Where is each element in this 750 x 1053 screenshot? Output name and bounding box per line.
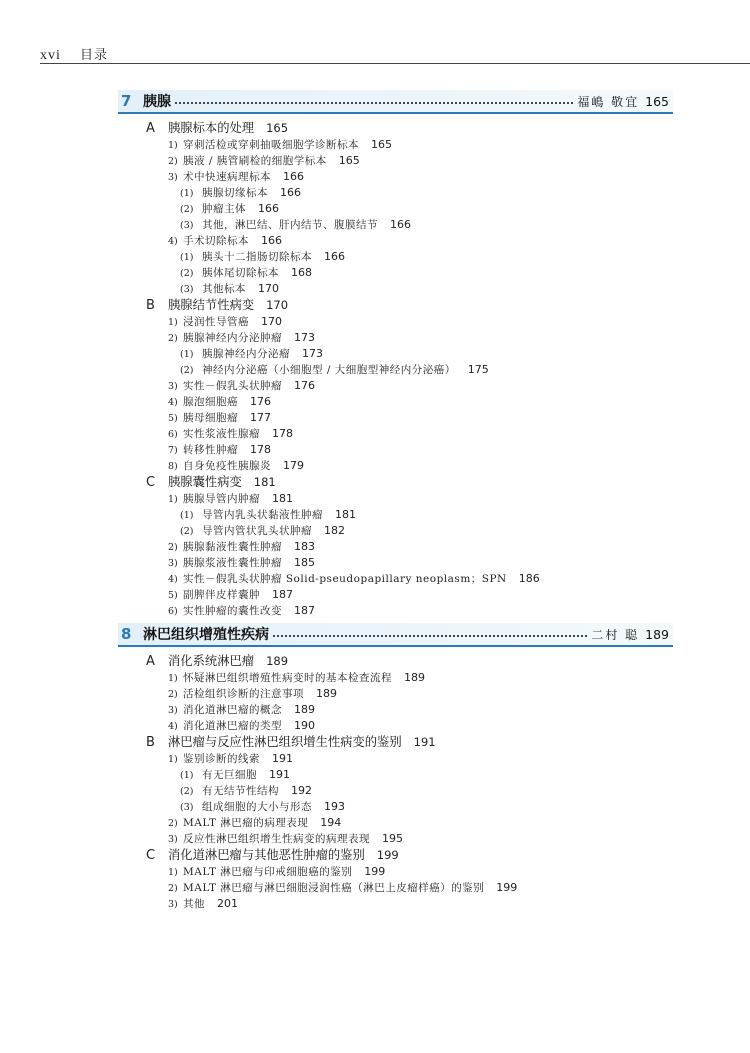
entry-page: 185 — [294, 556, 315, 569]
entry-number: 3) — [168, 172, 178, 183]
entry-page: 189 — [404, 671, 425, 684]
entry-page: 199 — [364, 865, 386, 878]
entry-number: 3) — [168, 834, 178, 845]
subsection-entry[interactable] — [118, 751, 673, 767]
entry-number: 2) — [168, 883, 178, 894]
subsubsection-entry[interactable] — [118, 265, 673, 281]
entry-page: 181 — [272, 492, 293, 505]
entry-page: 166 — [258, 202, 279, 215]
subsection-entry[interactable] — [118, 458, 673, 474]
section-page: 191 — [413, 735, 436, 749]
entry-number: 2) — [168, 818, 178, 829]
entry-number: (2) — [180, 526, 194, 537]
section-title: 胰腺结节性病变 — [168, 298, 255, 312]
entry-number: 1) — [168, 140, 178, 151]
entry-number: 3) — [168, 705, 178, 716]
entry-number: 1) — [168, 494, 178, 505]
entry-title: 胰腺神经内分泌肿瘤 — [183, 332, 282, 344]
chapter-heading[interactable] — [118, 90, 673, 114]
entry-page: 186 — [518, 572, 540, 585]
subsection-entry[interactable] — [118, 670, 673, 686]
subsubsection-entry[interactable] — [118, 799, 673, 815]
entry-title: 实性－假乳头状肿瘤 — [183, 380, 282, 392]
subsection-entry[interactable] — [118, 378, 673, 394]
entry-page: 166 — [261, 234, 282, 247]
section-letter: A — [146, 654, 155, 669]
entry-title: 组成细胞的大小与形态 — [202, 801, 312, 813]
subsubsection-entry[interactable] — [118, 783, 673, 799]
entry-title: 转移性肿瘤 — [183, 444, 238, 456]
entry-page: 194 — [320, 816, 342, 829]
entry-number: 8) — [168, 461, 178, 472]
entry-number: (3) — [180, 284, 194, 295]
chapter-title: 胰腺 — [143, 94, 171, 110]
subsubsection-entry[interactable] — [118, 362, 673, 378]
section-letter: A — [146, 121, 155, 136]
entry-title: 胰腺黏液性囊性肿瘤 — [183, 541, 282, 553]
entry-number: 1) — [168, 754, 178, 765]
section-letter: C — [146, 848, 156, 863]
chapter-page: 165 — [645, 93, 669, 109]
entry-title: 胰腺神经内分泌瘤 — [202, 348, 290, 360]
subsubsection-entry[interactable] — [118, 217, 673, 233]
entry-title: 消化道淋巴瘤的概念 — [183, 704, 282, 716]
entry-page: 170 — [258, 282, 279, 295]
entry-title: 胰腺浆液性囊性肿瘤 — [183, 557, 282, 569]
chapter-entries — [118, 653, 673, 912]
subsection-entry[interactable] — [118, 815, 673, 831]
subsubsection-entry[interactable] — [118, 281, 673, 297]
entry-page: 191 — [269, 768, 290, 781]
entry-page: 165 — [371, 138, 392, 151]
entry-title: 胰体尾切除标本 — [202, 267, 279, 279]
entry-title: 实性肿瘤的囊性改变 — [183, 605, 282, 617]
running-head — [40, 44, 108, 64]
subsection-entry[interactable] — [118, 314, 673, 330]
subsection-entry[interactable] — [118, 442, 673, 458]
subsection-entry[interactable] — [118, 880, 673, 896]
entry-title: 实性浆液性腺瘤 — [183, 428, 260, 440]
entry-page: 168 — [291, 266, 312, 279]
subsection-entry[interactable] — [118, 539, 673, 555]
entry-number: 4) — [168, 574, 178, 585]
entry-title: 胰头十二指肠切除标本 — [202, 251, 312, 263]
entry-page: 187 — [294, 604, 315, 617]
entry-number: (2) — [180, 365, 194, 376]
entry-number: 3) — [168, 899, 178, 910]
entry-number: (3) — [180, 802, 194, 813]
entry-title: 导管内乳头状黏液性肿瘤 — [202, 509, 323, 521]
entry-number: (1) — [180, 770, 194, 781]
entry-number: 4) — [168, 236, 178, 247]
section-title: 淋巴瘤与反应性淋巴组织增生性病变的鉴别 — [168, 735, 402, 749]
subsection-entry[interactable] — [118, 603, 673, 619]
entry-page: 183 — [294, 540, 315, 553]
entry-number: 4) — [168, 397, 178, 408]
entry-number: 7) — [168, 445, 178, 456]
entry-title: 自身免疫性胰腺炎 — [183, 460, 271, 472]
entry-page: 166 — [390, 218, 411, 231]
chapter-number: 7 — [121, 92, 132, 110]
entry-title: 术中快速病理标本 — [183, 171, 271, 183]
entry-page: 175 — [467, 363, 489, 376]
entry-title: 其他，淋巴结、肝内结节、腹膜结节 — [202, 219, 378, 231]
entry-number: (2) — [180, 786, 194, 797]
entry-title: 胰母细胞瘤 — [183, 412, 238, 424]
entry-title: 导管内管状乳头状肿瘤 — [202, 525, 312, 537]
entry-page: 176 — [294, 379, 315, 392]
section-page: 181 — [253, 475, 276, 489]
chapter-author: 福嶋 敬宜 — [577, 94, 640, 109]
subsection-entry[interactable] — [118, 491, 673, 507]
subsection-entry[interactable] — [118, 153, 673, 169]
entry-number: (2) — [180, 204, 194, 215]
entry-page: 195 — [382, 832, 403, 845]
subsection-entry[interactable] — [118, 330, 673, 346]
entry-page: 199 — [496, 881, 518, 894]
section-letter: C — [146, 475, 156, 490]
section-entry[interactable] — [118, 653, 673, 670]
entry-title: MALT 淋巴瘤的病理表现 — [183, 817, 309, 829]
header-rule — [40, 63, 750, 64]
subsubsection-entry[interactable] — [118, 249, 673, 265]
header-page-number: xvi — [40, 48, 61, 63]
subsection-entry[interactable] — [118, 233, 673, 249]
section-letter: B — [146, 298, 155, 313]
entry-page: 173 — [302, 347, 323, 360]
entry-number: (3) — [180, 220, 194, 231]
entry-number: (1) — [180, 252, 194, 263]
entry-page: 193 — [324, 800, 345, 813]
subsection-entry[interactable] — [118, 831, 673, 847]
section-entry[interactable] — [118, 734, 673, 751]
entry-page: 170 — [261, 315, 282, 328]
dot-leader — [175, 102, 573, 104]
entry-number: (1) — [180, 349, 194, 360]
header-title: 目录 — [80, 48, 109, 63]
entry-title: 手术切除标本 — [183, 235, 249, 247]
section-page: 170 — [266, 298, 289, 312]
subsection-entry[interactable] — [118, 686, 673, 702]
entry-number: (1) — [180, 510, 194, 521]
entry-title: 神经内分泌癌（小细胞型 / 大细胞型神经内分泌癌） — [202, 364, 456, 376]
subsubsection-entry[interactable] — [118, 523, 673, 539]
entry-page: 201 — [217, 897, 238, 910]
entry-title: 肿瘤主体 — [202, 203, 246, 215]
subsection-entry[interactable] — [118, 426, 673, 442]
entry-number: 1) — [168, 673, 178, 684]
entry-number: 6) — [168, 606, 178, 617]
entry-title: 活检组织诊断的注意事项 — [183, 688, 304, 700]
entry-number: 3) — [168, 381, 178, 392]
entry-page: 179 — [283, 459, 304, 472]
entry-page: 173 — [294, 331, 315, 344]
subsection-entry[interactable] — [118, 394, 673, 410]
entry-number: (1) — [180, 188, 194, 199]
entry-number: 3) — [168, 558, 178, 569]
entry-page: 191 — [272, 752, 293, 765]
entry-number: 2) — [168, 689, 178, 700]
dot-leader — [273, 635, 587, 637]
entry-page: 165 — [338, 154, 360, 167]
entry-page: 192 — [291, 784, 312, 797]
subsection-entry[interactable] — [118, 169, 673, 185]
table-of-contents — [118, 90, 673, 912]
entry-number: (2) — [180, 268, 194, 279]
entry-number: 2) — [168, 156, 178, 167]
entry-title: 有无巨细胞 — [202, 769, 257, 781]
chapter-author: 二村 聪 — [591, 627, 640, 642]
entry-title: 胰腺导管内肿瘤 — [183, 493, 260, 505]
entry-title: 鉴别诊断的线索 — [183, 753, 260, 765]
entry-title: 副脾伴皮样囊肿 — [183, 589, 260, 601]
entry-page: 187 — [272, 588, 293, 601]
section-entry[interactable] — [118, 474, 673, 491]
entry-title: 实性－假乳头状肿瘤 Solid-pseudopapillary neoplasm；SPN — [183, 573, 507, 585]
entry-title: 浸润性导管癌 — [183, 316, 249, 328]
entry-number: 1) — [168, 317, 178, 328]
section-page: 199 — [376, 848, 399, 862]
entry-page: 182 — [324, 524, 345, 537]
entry-page: 176 — [250, 395, 271, 408]
section-page: 165 — [266, 121, 289, 135]
chapter-heading[interactable] — [118, 623, 673, 647]
subsection-entry[interactable] — [118, 864, 673, 880]
subsection-entry[interactable] — [118, 718, 673, 734]
section-entry[interactable] — [118, 297, 673, 314]
entry-number: 6) — [168, 429, 178, 440]
subsection-entry[interactable] — [118, 137, 673, 153]
entry-title: 其他 — [183, 898, 205, 910]
entry-title: 有无结节性结构 — [202, 785, 279, 797]
entry-page: 181 — [335, 508, 356, 521]
section-title: 胰腺囊性病变 — [168, 475, 242, 489]
entry-number: 2) — [168, 542, 178, 553]
subsubsection-entry[interactable] — [118, 201, 673, 217]
subsubsection-entry[interactable] — [118, 346, 673, 362]
section-title: 胰腺标本的处理 — [168, 121, 255, 135]
subsection-entry[interactable] — [118, 555, 673, 571]
subsection-entry[interactable] — [118, 571, 673, 587]
entry-number: 2) — [168, 333, 178, 344]
entry-title: 消化道淋巴瘤的类型 — [183, 720, 282, 732]
section-entry[interactable] — [118, 847, 673, 864]
section-title: 消化系统淋巴瘤 — [168, 654, 255, 668]
chapter-page: 189 — [645, 626, 669, 642]
entry-title: 其他标本 — [202, 283, 246, 295]
entry-page: 178 — [272, 427, 293, 440]
entry-number: 4) — [168, 721, 178, 732]
entry-page: 177 — [250, 411, 271, 424]
section-letter: B — [146, 735, 155, 750]
entry-title: MALT 淋巴瘤与淋巴细胞浸润性癌（淋巴上皮瘤样癌）的鉴别 — [183, 882, 485, 894]
subsubsection-entry[interactable] — [118, 185, 673, 201]
subsection-entry[interactable] — [118, 587, 673, 603]
chapter-entries — [118, 120, 673, 619]
section-entry[interactable] — [118, 120, 673, 137]
entry-number: 5) — [168, 590, 178, 601]
subsubsection-entry[interactable] — [118, 507, 673, 523]
entry-page: 178 — [250, 443, 271, 456]
entry-title: 反应性淋巴组织增生性病变的病理表现 — [183, 833, 370, 845]
subsection-entry[interactable] — [118, 702, 673, 718]
entry-title: 穿刺活检或穿刺抽吸细胞学诊断标本 — [183, 139, 359, 151]
entry-page: 189 — [294, 703, 315, 716]
section-page: 189 — [266, 654, 289, 668]
section-title: 消化道淋巴瘤与其他恶性肿瘤的鉴别 — [168, 848, 365, 862]
entry-number: 1) — [168, 867, 178, 878]
subsection-entry[interactable] — [118, 896, 673, 912]
entry-number: 5) — [168, 413, 178, 424]
chapter-title: 淋巴组织增殖性疾病 — [143, 627, 269, 643]
chapter-number: 8 — [121, 625, 132, 643]
entry-page: 166 — [283, 170, 304, 183]
subsection-entry[interactable] — [118, 410, 673, 426]
entry-title: 腺泡细胞癌 — [183, 396, 238, 408]
entry-title: MALT 淋巴瘤与印戒细胞癌的鉴别 — [183, 866, 353, 878]
entry-title: 胰腺切缘标本 — [202, 187, 268, 199]
entry-page: 189 — [316, 687, 337, 700]
entry-title: 胰液 / 胰管刷检的细胞学标本 — [183, 155, 327, 167]
entry-page: 166 — [324, 250, 345, 263]
entry-page: 166 — [280, 186, 301, 199]
entry-title: 怀疑淋巴组织增殖性病变时的基本检查流程 — [183, 672, 392, 684]
entry-page: 190 — [294, 719, 315, 732]
subsubsection-entry[interactable] — [118, 767, 673, 783]
